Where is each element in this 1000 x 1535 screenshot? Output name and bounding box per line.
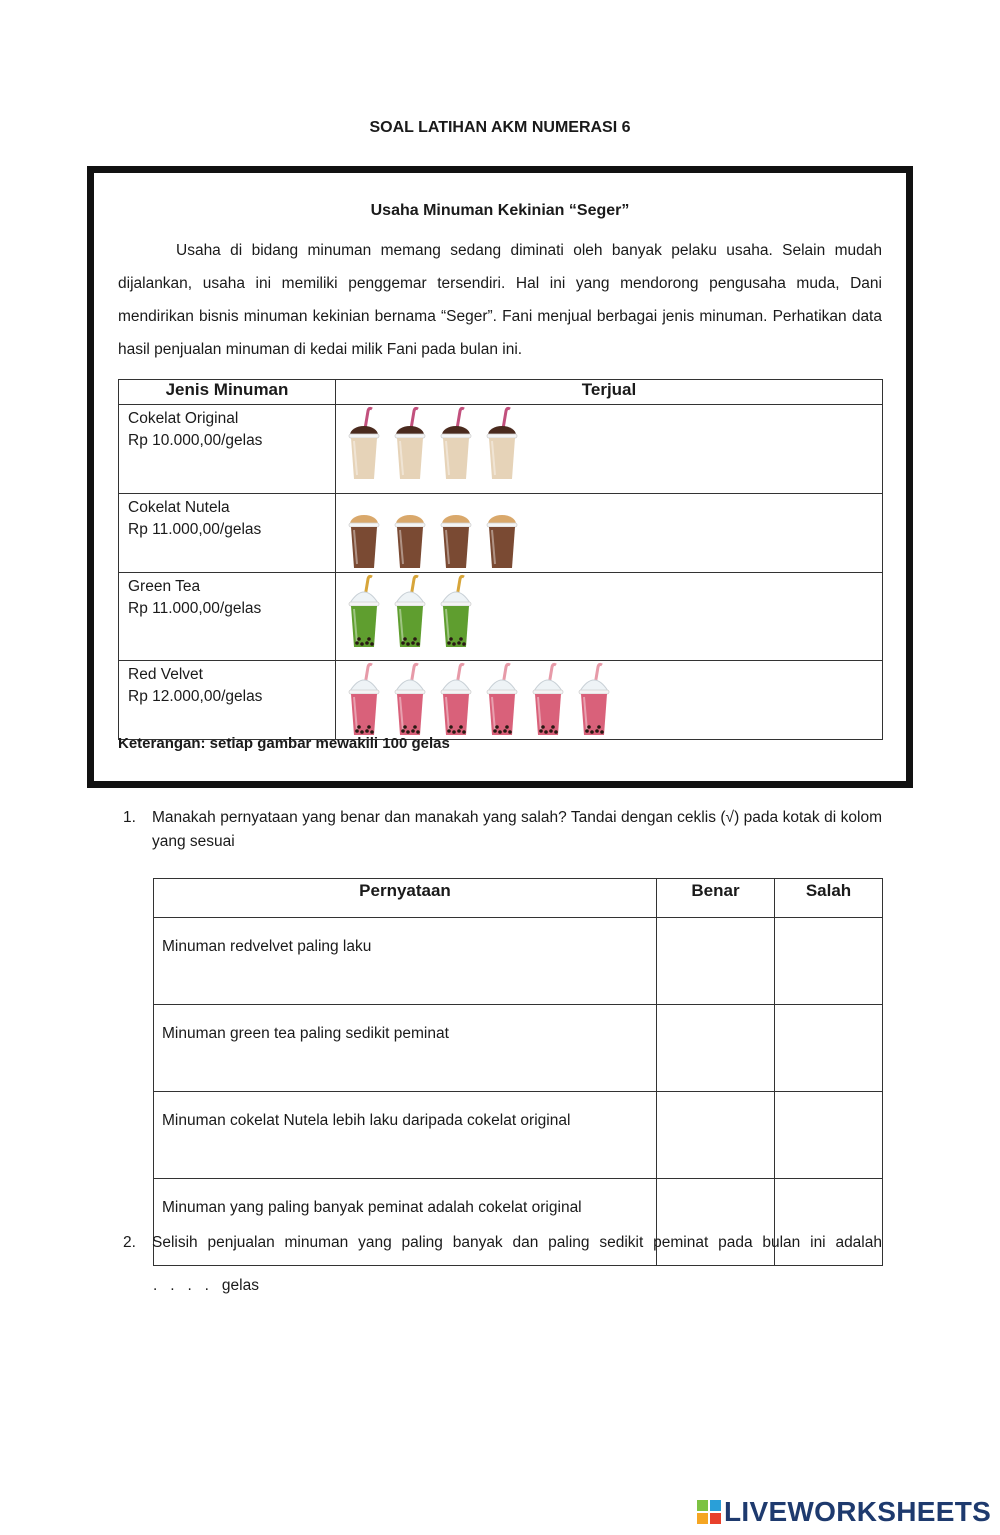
logo-block — [697, 1513, 708, 1524]
drink-cup-icon — [436, 661, 476, 739]
true-checkbox[interactable] — [657, 1005, 775, 1092]
case-intro: Usaha di bidang minuman memang sedang diminati oleh banyak pelaku usaha. Selain mudah dijalankan, usaha ini memiliki penggemar tersendiri. Hal ini yang mendorong pengusaha muda, Dani mendirikan bisnis minuman kekinian bernama “Seger”. Fani menjual berbagai jenis minuman. Perhatikan data hasil penjualan minuman di kedai milik Fani pada bulan ini. — [118, 242, 882, 358]
drink-name: Cokelat Original — [128, 410, 239, 427]
header-drink-type: Jenis Minuman — [119, 380, 336, 405]
sales-table — [118, 379, 883, 740]
answer-blank[interactable] — [153, 1274, 259, 1298]
question-number: 2. — [123, 1234, 136, 1251]
legend-note: Keterangan: setiap gambar mewakili 100 gelas — [118, 735, 450, 752]
table-row — [154, 1092, 883, 1179]
false-checkbox[interactable] — [775, 1005, 883, 1092]
true-checkbox[interactable] — [657, 918, 775, 1005]
drink-name: Red Velvet — [128, 666, 203, 683]
header-false: Salah — [775, 879, 883, 918]
drink-cup-icon — [436, 405, 476, 483]
sales-row-cokelat-nutela — [119, 494, 883, 573]
drink-cup-icon — [482, 661, 522, 739]
drink-price: Rp 11.000,00/gelas — [128, 521, 262, 538]
drink-cup-icon — [344, 494, 384, 572]
brand-name: LIVEWORKSHEETS — [724, 1496, 992, 1527]
drink-cup-icon — [390, 494, 430, 572]
logo-block — [697, 1500, 708, 1511]
cup-icons-row — [344, 494, 882, 572]
statement-text: Minuman yang paling banyak peminat adalah cokelat original — [154, 1179, 657, 1266]
question-1 — [123, 806, 883, 856]
drink-price: Rp 10.000,00/gelas — [128, 432, 263, 449]
drink-name: Cokelat Nutela — [128, 499, 230, 516]
question-2 — [123, 1231, 883, 1261]
cup-icons-row — [344, 405, 882, 483]
sales-row-red-velvet — [119, 661, 883, 740]
drink-price: Rp 12.000,00/gelas — [128, 688, 263, 705]
drink-cup-icon — [436, 494, 476, 572]
drink-cup-icon — [390, 661, 430, 739]
sales-row-green-tea — [119, 573, 883, 661]
drink-cup-icon — [528, 661, 568, 739]
drink-cup-icon — [344, 405, 384, 483]
question-number: 1. — [123, 809, 136, 826]
case-title: Usaha Minuman Kekinian “Seger” — [370, 202, 630, 219]
statement-text: Minuman redvelvet paling laku — [154, 918, 657, 1005]
page-title: SOAL LATIHAN AKM NUMERASI 6 — [369, 119, 631, 136]
logo-block — [710, 1500, 721, 1511]
drink-cup-icon — [344, 573, 384, 651]
drink-cup-icon — [482, 494, 522, 572]
sales-row-cokelat-original — [119, 405, 883, 494]
header-sold: Terjual — [336, 380, 883, 405]
false-checkbox[interactable] — [775, 918, 883, 1005]
drink-price: Rp 11.000,00/gelas — [128, 600, 262, 617]
question-text: Selisih penjualan minuman yang paling banyak dan paling sedikit peminat pada bulan ini adalah — [152, 1234, 882, 1251]
cup-icons-row — [344, 661, 882, 739]
statement-text: Minuman green tea paling sedikit peminat — [154, 1005, 657, 1092]
false-checkbox[interactable] — [775, 1092, 883, 1179]
table-row — [154, 1005, 883, 1092]
header-true: Benar — [657, 879, 775, 918]
drink-cup-icon — [390, 405, 430, 483]
cup-icons-row — [344, 573, 882, 651]
table-row — [154, 918, 883, 1005]
drink-cup-icon — [482, 405, 522, 483]
header-statement: Pernyataan — [154, 879, 657, 918]
statements-table — [153, 878, 883, 1266]
drink-cup-icon — [390, 573, 430, 651]
drink-name: Green Tea — [128, 578, 201, 595]
drink-cup-icon — [344, 661, 384, 739]
drink-cup-icon — [574, 661, 614, 739]
logo-block — [710, 1513, 721, 1524]
answer-line: . . . . gelas — [153, 1277, 259, 1294]
statement-text: Minuman cokelat Nutela lebih laku daripada cokelat original — [154, 1092, 657, 1179]
case-study-box — [87, 166, 913, 788]
true-checkbox[interactable] — [657, 1092, 775, 1179]
question-text: Manakah pernyataan yang benar dan manakah yang salah? Tandai dengan ceklis (√) pada kotak di kolom yang sesuai — [152, 809, 882, 850]
logo-blocks-icon — [697, 1500, 721, 1524]
liveworksheets-logo — [697, 1496, 991, 1528]
drink-cup-icon — [436, 573, 476, 651]
